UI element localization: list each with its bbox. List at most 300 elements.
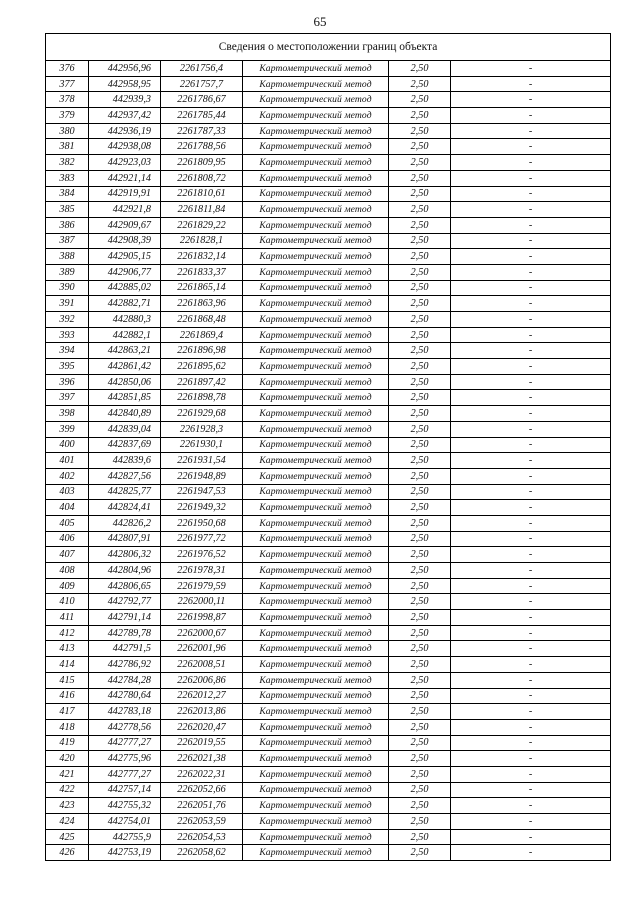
description: - [451, 814, 611, 830]
table-row [46, 170, 611, 186]
accuracy: 2,50 [389, 406, 451, 422]
accuracy: 2,50 [389, 139, 451, 155]
table-row [46, 719, 611, 735]
description: - [451, 766, 611, 782]
method: Картометрический метод [243, 641, 389, 657]
accuracy: 2,50 [389, 108, 451, 124]
accuracy: 2,50 [389, 751, 451, 767]
y-coordinate: 2261787,33 [161, 123, 243, 139]
x-coordinate: 442837,69 [89, 437, 161, 453]
x-coordinate: 442777,27 [89, 766, 161, 782]
table-row [46, 437, 611, 453]
y-coordinate: 2261786,67 [161, 92, 243, 108]
point-number: 414 [46, 657, 89, 673]
accuracy: 2,50 [389, 547, 451, 563]
table-row [46, 500, 611, 516]
description: - [451, 437, 611, 453]
accuracy: 2,50 [389, 610, 451, 626]
y-coordinate: 2261869,4 [161, 327, 243, 343]
description: - [451, 374, 611, 390]
point-number: 398 [46, 406, 89, 422]
y-coordinate: 2261947,53 [161, 484, 243, 500]
method: Картометрический метод [243, 406, 389, 422]
method: Картометрический метод [243, 515, 389, 531]
table-row [46, 123, 611, 139]
x-coordinate: 442753,19 [89, 845, 161, 861]
accuracy: 2,50 [389, 61, 451, 77]
method: Картометрический метод [243, 92, 389, 108]
description: - [451, 751, 611, 767]
boundary-coordinates-table [45, 33, 611, 861]
y-coordinate: 2262000,11 [161, 594, 243, 610]
accuracy: 2,50 [389, 359, 451, 375]
table-row [46, 704, 611, 720]
method: Картометрический метод [243, 500, 389, 516]
table-row [46, 453, 611, 469]
method: Картометрический метод [243, 531, 389, 547]
point-number: 423 [46, 798, 89, 814]
description: - [451, 249, 611, 265]
point-number: 401 [46, 453, 89, 469]
point-number: 394 [46, 343, 89, 359]
accuracy: 2,50 [389, 76, 451, 92]
x-coordinate: 442905,15 [89, 249, 161, 265]
x-coordinate: 442806,32 [89, 547, 161, 563]
method: Картометрический метод [243, 468, 389, 484]
table-row [46, 327, 611, 343]
table-row [46, 296, 611, 312]
x-coordinate: 442784,28 [89, 672, 161, 688]
method: Картометрический метод [243, 766, 389, 782]
description: - [451, 359, 611, 375]
accuracy: 2,50 [389, 217, 451, 233]
x-coordinate: 442880,3 [89, 312, 161, 328]
x-coordinate: 442778,56 [89, 719, 161, 735]
accuracy: 2,50 [389, 688, 451, 704]
point-number: 409 [46, 578, 89, 594]
description: - [451, 798, 611, 814]
description: - [451, 484, 611, 500]
method: Картометрический метод [243, 233, 389, 249]
method: Картометрический метод [243, 327, 389, 343]
y-coordinate: 2261863,96 [161, 296, 243, 312]
y-coordinate: 2262052,66 [161, 782, 243, 798]
y-coordinate: 2262020,47 [161, 719, 243, 735]
method: Картометрический метод [243, 186, 389, 202]
method: Картометрический метод [243, 829, 389, 845]
accuracy: 2,50 [389, 641, 451, 657]
method: Картометрический метод [243, 123, 389, 139]
y-coordinate: 2261829,22 [161, 217, 243, 233]
description: - [451, 688, 611, 704]
method: Картометрический метод [243, 751, 389, 767]
table-row [46, 343, 611, 359]
point-number: 383 [46, 170, 89, 186]
x-coordinate: 442755,9 [89, 829, 161, 845]
point-number: 390 [46, 280, 89, 296]
table-row [46, 657, 611, 673]
accuracy: 2,50 [389, 437, 451, 453]
table-row [46, 829, 611, 845]
y-coordinate: 2261785,44 [161, 108, 243, 124]
method: Картометрический метод [243, 453, 389, 469]
accuracy: 2,50 [389, 484, 451, 500]
description: - [451, 61, 611, 77]
table-row [46, 814, 611, 830]
x-coordinate: 442824,41 [89, 500, 161, 516]
method: Картометрический метод [243, 437, 389, 453]
description: - [451, 406, 611, 422]
accuracy: 2,50 [389, 704, 451, 720]
y-coordinate: 2261895,62 [161, 359, 243, 375]
description: - [451, 672, 611, 688]
table-row [46, 312, 611, 328]
table-title-row [46, 34, 611, 61]
point-number: 396 [46, 374, 89, 390]
point-number: 403 [46, 484, 89, 500]
method: Картометрический метод [243, 704, 389, 720]
x-coordinate: 442775,96 [89, 751, 161, 767]
x-coordinate: 442937,42 [89, 108, 161, 124]
method: Картометрический метод [243, 264, 389, 280]
description: - [451, 735, 611, 751]
x-coordinate: 442936,19 [89, 123, 161, 139]
table-row [46, 421, 611, 437]
accuracy: 2,50 [389, 123, 451, 139]
method: Картометрический метод [243, 672, 389, 688]
table-row [46, 374, 611, 390]
point-number: 393 [46, 327, 89, 343]
accuracy: 2,50 [389, 374, 451, 390]
table-title: Сведения о местоположении границ объекта [46, 34, 611, 61]
table-row [46, 531, 611, 547]
x-coordinate: 442863,21 [89, 343, 161, 359]
description: - [451, 468, 611, 484]
y-coordinate: 2262012,27 [161, 688, 243, 704]
point-number: 411 [46, 610, 89, 626]
description: - [451, 296, 611, 312]
point-number: 391 [46, 296, 89, 312]
point-number: 376 [46, 61, 89, 77]
table-row [46, 845, 611, 861]
x-coordinate: 442806,65 [89, 578, 161, 594]
y-coordinate: 2261976,52 [161, 547, 243, 563]
accuracy: 2,50 [389, 625, 451, 641]
accuracy: 2,50 [389, 390, 451, 406]
point-number: 378 [46, 92, 89, 108]
accuracy: 2,50 [389, 421, 451, 437]
accuracy: 2,50 [389, 798, 451, 814]
table-row [46, 139, 611, 155]
x-coordinate: 442906,77 [89, 264, 161, 280]
x-coordinate: 442807,91 [89, 531, 161, 547]
y-coordinate: 2261949,32 [161, 500, 243, 516]
description: - [451, 390, 611, 406]
description: - [451, 327, 611, 343]
method: Картометрический метод [243, 108, 389, 124]
x-coordinate: 442885,02 [89, 280, 161, 296]
point-number: 404 [46, 500, 89, 516]
x-coordinate: 442882,71 [89, 296, 161, 312]
description: - [451, 782, 611, 798]
accuracy: 2,50 [389, 719, 451, 735]
x-coordinate: 442956,96 [89, 61, 161, 77]
accuracy: 2,50 [389, 264, 451, 280]
method: Картометрический метод [243, 374, 389, 390]
description: - [451, 343, 611, 359]
y-coordinate: 2261977,72 [161, 531, 243, 547]
point-number: 410 [46, 594, 89, 610]
x-coordinate: 442923,03 [89, 155, 161, 171]
method: Картометрический метод [243, 688, 389, 704]
table-row [46, 782, 611, 798]
y-coordinate: 2261897,42 [161, 374, 243, 390]
accuracy: 2,50 [389, 531, 451, 547]
y-coordinate: 2262000,67 [161, 625, 243, 641]
y-coordinate: 2261788,56 [161, 139, 243, 155]
y-coordinate: 2261979,59 [161, 578, 243, 594]
point-number: 384 [46, 186, 89, 202]
table-row [46, 406, 611, 422]
accuracy: 2,50 [389, 280, 451, 296]
method: Картометрический метод [243, 563, 389, 579]
accuracy: 2,50 [389, 782, 451, 798]
point-number: 416 [46, 688, 89, 704]
table-row [46, 766, 611, 782]
method: Картометрический метод [243, 798, 389, 814]
y-coordinate: 2261811,84 [161, 202, 243, 218]
x-coordinate: 442826,2 [89, 515, 161, 531]
table-row [46, 233, 611, 249]
y-coordinate: 2262054,53 [161, 829, 243, 845]
point-number: 379 [46, 108, 89, 124]
point-number: 408 [46, 563, 89, 579]
accuracy: 2,50 [389, 453, 451, 469]
description: - [451, 610, 611, 626]
table-row [46, 264, 611, 280]
method: Картометрический метод [243, 312, 389, 328]
x-coordinate: 442792,77 [89, 594, 161, 610]
x-coordinate: 442839,6 [89, 453, 161, 469]
table-row [46, 186, 611, 202]
method: Картометрический метод [243, 202, 389, 218]
method: Картометрический метод [243, 484, 389, 500]
accuracy: 2,50 [389, 829, 451, 845]
accuracy: 2,50 [389, 343, 451, 359]
method: Картометрический метод [243, 249, 389, 265]
point-number: 417 [46, 704, 89, 720]
point-number: 406 [46, 531, 89, 547]
y-coordinate: 2262006,86 [161, 672, 243, 688]
table-row [46, 217, 611, 233]
accuracy: 2,50 [389, 563, 451, 579]
y-coordinate: 2262008,51 [161, 657, 243, 673]
description: - [451, 453, 611, 469]
y-coordinate: 2262058,62 [161, 845, 243, 861]
method: Картометрический метод [243, 343, 389, 359]
table-row [46, 92, 611, 108]
point-number: 392 [46, 312, 89, 328]
point-number: 388 [46, 249, 89, 265]
y-coordinate: 2262019,55 [161, 735, 243, 751]
description: - [451, 108, 611, 124]
x-coordinate: 442827,56 [89, 468, 161, 484]
table-row [46, 735, 611, 751]
point-number: 405 [46, 515, 89, 531]
point-number: 395 [46, 359, 89, 375]
accuracy: 2,50 [389, 468, 451, 484]
table-row [46, 594, 611, 610]
description: - [451, 123, 611, 139]
table-row [46, 578, 611, 594]
description: - [451, 202, 611, 218]
x-coordinate: 442861,42 [89, 359, 161, 375]
table-row [46, 202, 611, 218]
description: - [451, 719, 611, 735]
method: Картометрический метод [243, 610, 389, 626]
description: - [451, 217, 611, 233]
point-number: 389 [46, 264, 89, 280]
point-number: 424 [46, 814, 89, 830]
description: - [451, 641, 611, 657]
description: - [451, 312, 611, 328]
y-coordinate: 2261978,31 [161, 563, 243, 579]
table-row [46, 359, 611, 375]
x-coordinate: 442791,14 [89, 610, 161, 626]
y-coordinate: 2261828,1 [161, 233, 243, 249]
y-coordinate: 2262053,59 [161, 814, 243, 830]
method: Картометрический метод [243, 719, 389, 735]
y-coordinate: 2261931,54 [161, 453, 243, 469]
y-coordinate: 2261930,1 [161, 437, 243, 453]
point-number: 425 [46, 829, 89, 845]
point-number: 380 [46, 123, 89, 139]
table-row [46, 688, 611, 704]
table-row [46, 61, 611, 77]
y-coordinate: 2261756,4 [161, 61, 243, 77]
y-coordinate: 2261757,7 [161, 76, 243, 92]
x-coordinate: 442958,95 [89, 76, 161, 92]
method: Картометрический метод [243, 625, 389, 641]
y-coordinate: 2261868,48 [161, 312, 243, 328]
description: - [451, 155, 611, 171]
y-coordinate: 2261948,89 [161, 468, 243, 484]
x-coordinate: 442939,3 [89, 92, 161, 108]
table-row [46, 672, 611, 688]
y-coordinate: 2261929,68 [161, 406, 243, 422]
x-coordinate: 442754,01 [89, 814, 161, 830]
description: - [451, 421, 611, 437]
point-number: 422 [46, 782, 89, 798]
y-coordinate: 2262051,76 [161, 798, 243, 814]
method: Картометрический метод [243, 782, 389, 798]
method: Картометрический метод [243, 296, 389, 312]
point-number: 397 [46, 390, 89, 406]
x-coordinate: 442780,64 [89, 688, 161, 704]
description: - [451, 264, 611, 280]
table-row [46, 484, 611, 500]
table-row [46, 468, 611, 484]
x-coordinate: 442786,92 [89, 657, 161, 673]
y-coordinate: 2261865,14 [161, 280, 243, 296]
accuracy: 2,50 [389, 657, 451, 673]
point-number: 418 [46, 719, 89, 735]
y-coordinate: 2261808,72 [161, 170, 243, 186]
page-number: 65 [313, 14, 327, 29]
point-number: 382 [46, 155, 89, 171]
x-coordinate: 442921,14 [89, 170, 161, 186]
x-coordinate: 442755,32 [89, 798, 161, 814]
y-coordinate: 2262013,86 [161, 704, 243, 720]
method: Картометрический метод [243, 657, 389, 673]
point-number: 412 [46, 625, 89, 641]
y-coordinate: 2261998,87 [161, 610, 243, 626]
accuracy: 2,50 [389, 170, 451, 186]
accuracy: 2,50 [389, 672, 451, 688]
accuracy: 2,50 [389, 594, 451, 610]
y-coordinate: 2262022,31 [161, 766, 243, 782]
y-coordinate: 2261950,68 [161, 515, 243, 531]
method: Картометрический метод [243, 170, 389, 186]
point-number: 381 [46, 139, 89, 155]
description: - [451, 531, 611, 547]
y-coordinate: 2261809,95 [161, 155, 243, 171]
description: - [451, 578, 611, 594]
x-coordinate: 442791,5 [89, 641, 161, 657]
method: Картометрический метод [243, 280, 389, 296]
y-coordinate: 2261898,78 [161, 390, 243, 406]
point-number: 407 [46, 547, 89, 563]
y-coordinate: 2261810,61 [161, 186, 243, 202]
method: Картометрический метод [243, 578, 389, 594]
accuracy: 2,50 [389, 296, 451, 312]
description: - [451, 594, 611, 610]
method: Картометрический метод [243, 735, 389, 751]
description: - [451, 500, 611, 516]
point-number: 400 [46, 437, 89, 453]
point-number: 385 [46, 202, 89, 218]
point-number: 413 [46, 641, 89, 657]
table-row [46, 390, 611, 406]
x-coordinate: 442851,85 [89, 390, 161, 406]
accuracy: 2,50 [389, 92, 451, 108]
y-coordinate: 2261833,37 [161, 264, 243, 280]
point-number: 421 [46, 766, 89, 782]
accuracy: 2,50 [389, 578, 451, 594]
x-coordinate: 442783,18 [89, 704, 161, 720]
table-row [46, 798, 611, 814]
description: - [451, 186, 611, 202]
table-row [46, 515, 611, 531]
x-coordinate: 442840,89 [89, 406, 161, 422]
description: - [451, 233, 611, 249]
method: Картометрический метод [243, 390, 389, 406]
accuracy: 2,50 [389, 814, 451, 830]
description: - [451, 92, 611, 108]
x-coordinate: 442850,06 [89, 374, 161, 390]
y-coordinate: 2261832,14 [161, 249, 243, 265]
table-row [46, 108, 611, 124]
point-number: 377 [46, 76, 89, 92]
point-number: 402 [46, 468, 89, 484]
table-row [46, 610, 611, 626]
description: - [451, 515, 611, 531]
description: - [451, 547, 611, 563]
x-coordinate: 442839,04 [89, 421, 161, 437]
description: - [451, 76, 611, 92]
accuracy: 2,50 [389, 186, 451, 202]
y-coordinate: 2261896,98 [161, 343, 243, 359]
